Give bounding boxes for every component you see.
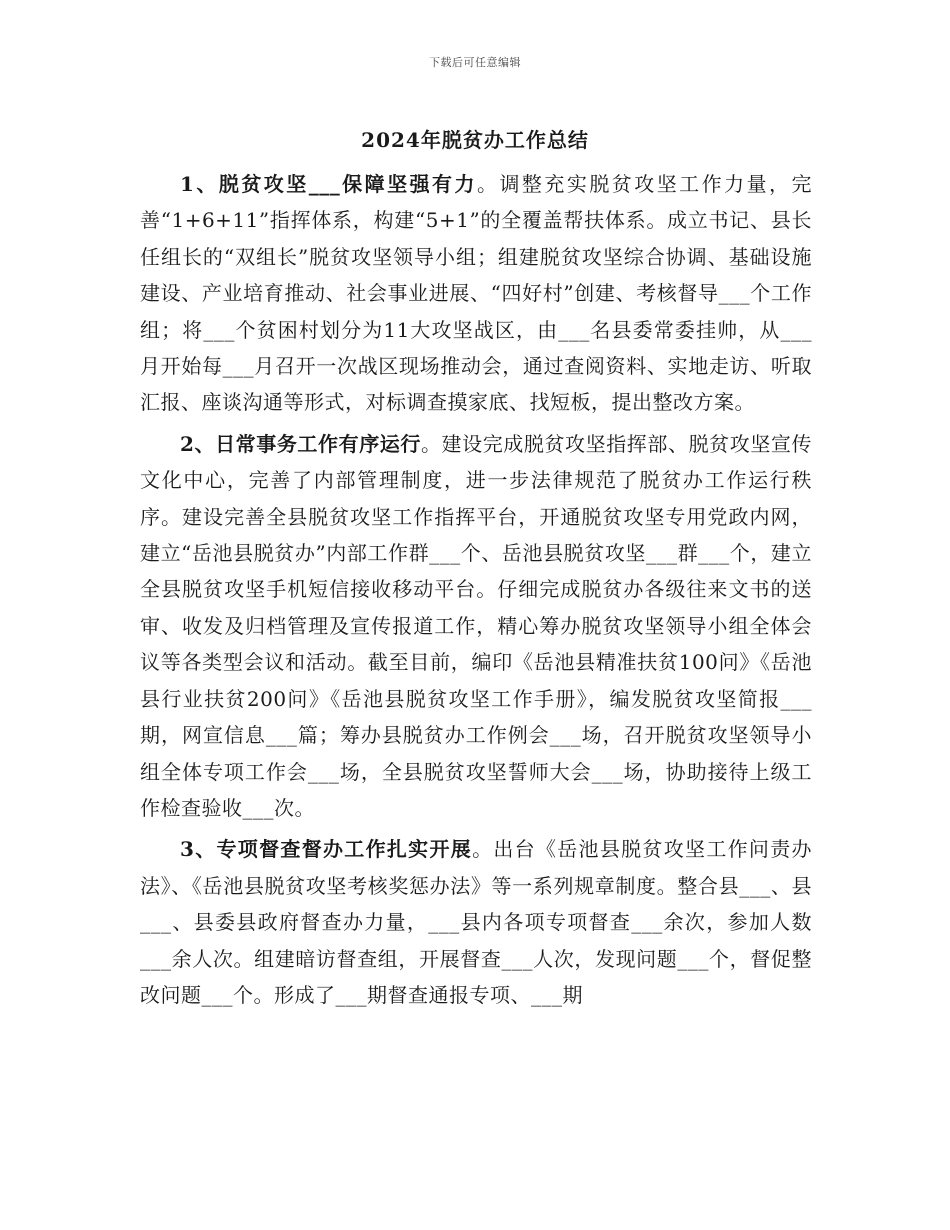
header-note: 下载后可任意编辑 [429,56,521,69]
paragraph-text: 。出台《岳池县脱贫攻坚工作问责办法》、《岳池县脱贫攻坚考核奖惩办法》等一系列规章制度。整合县___、县___、县委县政府督查办力量，___县内各项专项督查___余次，参加人数___余人次。组建暗访督查组，开展督查___人次，发现问题___个，督促整改问题___个。形成了___期督查通报专项、___期 [140,837,812,1007]
document-body [140,166,812,1013]
paragraph-1 [140,166,812,421]
paragraph-3 [140,831,812,1013]
paragraph-text: 。建设完成脱贫攻坚指挥部、脱贫攻坚宣传文化中心，完善了内部管理制度，进一步法律规范了脱贫办工作运行秩序。建设完善全县脱贫攻坚工作指挥平台，开通脱贫攻坚专用党政内网，建立“岳池县脱贫办”内部工作群___个、岳池县脱贫攻坚___群___个，建立全县脱贫攻坚手机短信接收移动平台。仔细完成脱贫办各级往来文书的送审、收发及归档管理及宣传报道工作，精心筹办脱贫攻坚领导小组全体会议等各类型会议和活动。截至目前，编印《岳池县精准扶贫100问》《岳池县行业扶贫200问》《岳池县脱贫攻坚工作手册》，编发脱贫攻坚简报___期，网宣信息___篇；筹办县脱贫办工作例会___场，召开脱贫攻坚领导小组全体专项工作会___场，全县脱贫攻坚誓师大会___场，协助接待上级工作检查验收___次。 [140,431,812,820]
paragraph-heading: 2、日常事务工作有序运行 [180,431,421,456]
paragraph-heading: 1、脱贫攻坚___保障坚强有力 [180,172,477,196]
paragraph-2 [140,426,812,826]
paragraph-text: 。调整充实脱贫攻坚工作力量，完善“1+6+11”指挥体系，构建“5+1”的全覆盖帮扶体系。成立书记、县长任组长的“双组长”脱贫攻坚领导小组；组建脱贫攻坚综合协调、基础设施建设、产业培育推动、社会事业进展、“四好村”创建、考核督导___个工作组；将___个贫困村划分为11大攻坚战区，由___名县委常委挂帅，从___月开始每___月召开一次战区现场推动会，通过查阅资料、实地走访、听取汇报、座谈沟通等形式，对标调查摸家底、找短板，提出整改方案。 [140,172,813,415]
paragraph-heading: 3、专项督查督办工作扎实开展 [180,837,473,862]
document-title: 2024年脱贫办工作总结 [361,128,589,152]
